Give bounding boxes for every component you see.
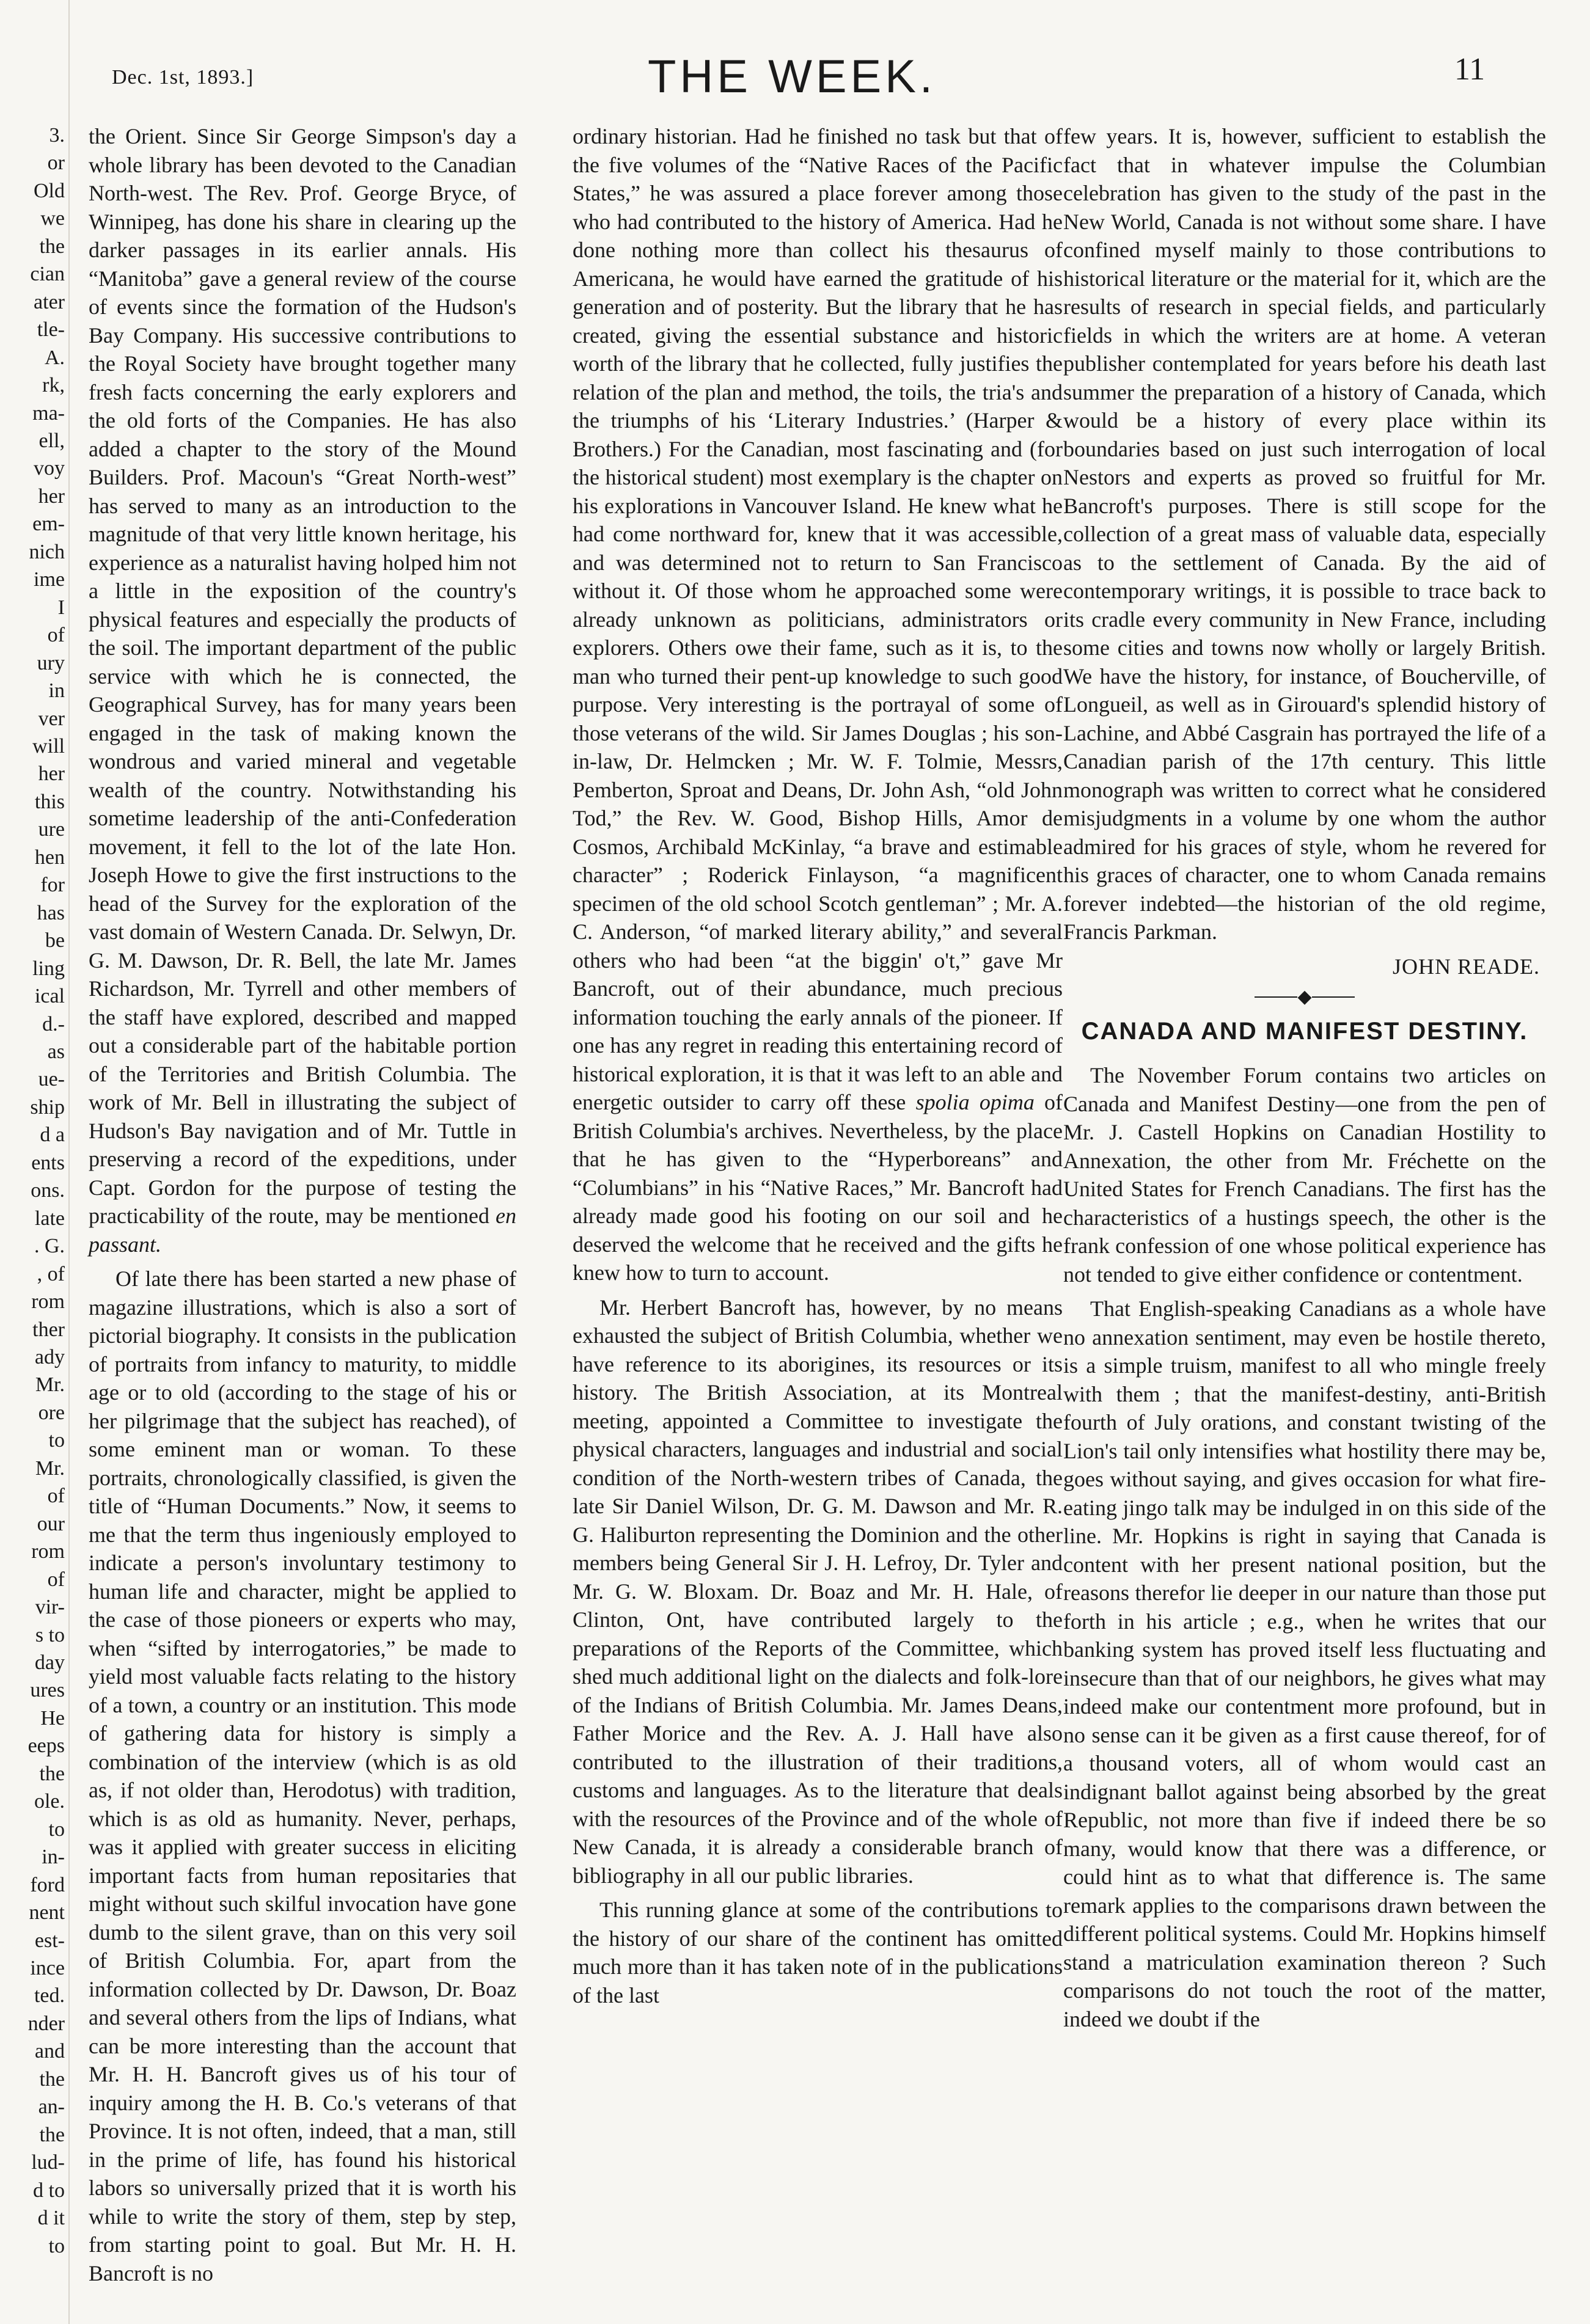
margin-fragment: for <box>40 874 65 897</box>
margin-fragment: ore <box>38 1401 65 1424</box>
margin-fragment: est- <box>34 1929 65 1952</box>
section-divider: ◆ <box>1253 987 1357 1006</box>
margin-fragment: to <box>48 1818 65 1841</box>
margin-fragment: I <box>57 596 65 619</box>
margin-fragment: ince <box>30 1957 65 1979</box>
paragraph: few years. It is, however, sufficient to establish the fact that in whatever impulse the Columbian celebration has given to the study of the past in the New World, Canada is not without some share. I have confined myself mainly to those contributions to historical literature or the material for it, which are the results of research in special fields, and particularly fields in which the writers are at home. A veteran publisher contemplated for years before his death last summer the preparation of a history of Canada, which would be a history of every place within its boundaries based on just such interrogation of local Nestors and experts as proved so fruitful for Mr. Bancroft's purposes. There is still scope for the collection of a great mass of valuable data, especially as to the settlement of Canada. By the aid of contemporary writings, it is possible to trace back to its cradle every community in New France, including some cities and towns now wholly or largely British. We have the history, for instance, of Boucherville, of Longueil, as well as in Girouard's splendid history of Lachine, and Abbé Casgrain has portrayed the life of a Canadian parish of the 17th century. This little monograph was written to correct what he considered misjudgments in a volume by one whom the author admired for his graces of style, whom he revered for his graces of character, one to whom Canada remains forever indebted—the historian of the old regime, Francis Parkman. <box>1063 124 1546 944</box>
margin-fragment: ical <box>34 985 65 1008</box>
section-heading: CANADA AND MANIFEST DESTINY. <box>1081 1018 1528 1045</box>
margin-fragment: ship <box>30 1095 65 1119</box>
margin-fragment: Mr. <box>35 1456 65 1480</box>
margin-fragment: of <box>47 1568 65 1591</box>
paragraph: The November Forum contains two articles on Canada and Manifest Destiny—one from the pen of Mr. J. Castell Hopkins on Canadian Hostility to Annexation, the other from Mr. Fréchette on the United States for French Canadians. The first has the characteristics of a hustings speech, the other is the frank confession of one whose political experience has not tended to give either confidence or contentment. <box>1063 1063 1546 1287</box>
margin-fragment: cian <box>30 263 65 286</box>
margin-fragment: ther <box>32 1318 65 1341</box>
column-3 <box>1063 122 1546 2039</box>
margin-fragment: d.- <box>42 1012 65 1036</box>
margin-fragment: ue- <box>38 1068 65 1091</box>
page-number: 11 <box>1454 52 1486 87</box>
margin-fragment: of <box>47 1485 65 1508</box>
margin-fragment: nich <box>29 540 65 563</box>
margin-fragment: ime <box>34 568 65 591</box>
margin-fragment: this <box>34 790 65 813</box>
column-2 <box>573 122 1063 2015</box>
issue-date: Dec. 1st, 1893.] <box>112 66 254 89</box>
margin-fragment: and <box>34 2040 65 2063</box>
margin-fragment: ater <box>34 290 65 313</box>
margin-fragment: the <box>39 235 65 258</box>
author-signature: JOHN READE. <box>1393 954 1540 979</box>
margin-fragment: tle- <box>37 318 65 342</box>
italic-phrase: spolia opima <box>915 1090 1035 1114</box>
margin-fragment: in <box>48 679 65 703</box>
margin-fragment: ma- <box>32 401 65 425</box>
margin-fragment: or <box>47 152 65 175</box>
paragraph: Mr. Herbert Bancroft has, however, by no means exhausted the subject of British Columbia, whether we have reference to its aborigines, its resources or its history. The British Association, at its Montreal meeting, appointed a Committee to investigate the physical characters, languages and industrial and social condition of the North-western tribes of Canada, the late Sir Daniel Wilson, Dr. G. M. Dawson and Mr. R. G. Haliburton representing the Dominion and the other members being General Sir J. H. Lefroy, Dr. Tyler and Mr. G. W. Bloxam. Dr. Boaz and Mr. H. Hale, of Clinton, Ont, have contributed largely to the preparations of the Reports of the Committee, which shed much additional light on the dialects and folk-lore of the Indians of British Columbia. Mr. James Deans, Father Morice and the Rev. A. J. Hall have also contributed to the illustration of their traditions, customs and languages. As to the literature that deals with the resources of the Province and of the whole of New Canada, it is already a considerable branch of bibliography in all our public libraries. <box>573 1295 1063 1888</box>
margin-fragment: d a <box>40 1124 65 1147</box>
margin-fragment: has <box>37 901 65 924</box>
margin-fragment: Old <box>34 179 65 202</box>
margin-fragment: s to <box>35 1623 65 1646</box>
margin-fragment: , of <box>37 1262 65 1285</box>
margin-fragment: day <box>34 1651 65 1674</box>
margin-fragment: lud- <box>31 2151 65 2174</box>
margin-fragment: hen <box>34 846 65 869</box>
margin-fragment: of <box>47 624 65 647</box>
paragraph-text: of British Columbia's archives. Nevertheless, by the place that he has given to the “Hyperboreans” and “Columbians” in his “Native Races,” Mr. Bancroft had already made good his footing on our soil and he deserved the welcome that he received and the gifts he knew how to turn to account. <box>573 1090 1063 1285</box>
margin-fragment: ady <box>34 1346 65 1368</box>
margin-fragment: be <box>45 929 65 952</box>
margin-fragment: eeps <box>27 1734 65 1758</box>
margin-fragment: rom <box>31 1540 65 1563</box>
paragraph <box>573 122 1063 1287</box>
margin-fragment: Mr. <box>35 1373 65 1397</box>
margin-fragment: will <box>32 735 65 758</box>
margin-fragment: vir- <box>35 1596 65 1619</box>
margin-fragment: to <box>48 1429 65 1452</box>
margin-fragment: ted. <box>34 1984 65 2008</box>
margin-fragment: . G. <box>34 1235 65 1258</box>
column-1 <box>89 122 516 2293</box>
adjacent-page-margin <box>0 0 70 2324</box>
margin-fragment: ury <box>37 651 65 674</box>
paragraph <box>89 122 516 1259</box>
margin-fragment: ver <box>38 707 65 730</box>
margin-fragment: ford <box>30 1873 65 1896</box>
margin-fragment: rom <box>31 1290 65 1314</box>
masthead-title: THE WEEK. <box>648 51 937 103</box>
margin-fragment: nder <box>27 2012 65 2035</box>
margin-fragment: her <box>38 484 65 508</box>
margin-fragment: 3. <box>49 124 65 147</box>
margin-fragment: the <box>39 2123 65 2146</box>
margin-fragment: d it <box>37 2207 65 2230</box>
margin-fragment: voy <box>34 457 65 480</box>
margin-fragment: ons. <box>31 1179 65 1202</box>
margin-fragment: late <box>34 1207 65 1230</box>
margin-fragment: ling <box>32 957 65 980</box>
margin-fragment: ure <box>38 818 65 841</box>
paragraph: That English-speaking Canadians as a whole have no annexation sentiment, may even be hostile thereto, is a simple truism, manifest to all who mingle freely with them ; that the manifest-destiny, anti-British fourth of July orations, and constant twisting of the Lion's tail only intensifies what hostility there may be, goes without saying, and gives occasion for what fire-eating jingo talk may be indulged in on this side of the line. Mr. Hopkins is right in saying that Canada is content with her present national position, but the reasons therefor lie deeper in our nature than those put forth in his article ; e.g., when he writes that our banking system has proved itself less fluctuating and insecure than that of our neighbors, he gives what may indeed make our contentment more profound, but in no sense can it be given as a first cause thereof, for of a thousand voters, all of whom would cast an indignant ballot against being absorbed by the great Republic, not more than five if indeed there be so many, would know that there was a difference, or could hint as to what that difference is. The same remark applies to the comparisons drawn between the different political systems. Could Mr. Hopkins himself stand a matriculation examination thereon ? Such comparisons do not touch the root of the matter, indeed we doubt if the <box>1063 1296 1546 2031</box>
paragraph: This running glance at some of the contributions to the history of our share of the continent has omitted much more than it has taken note of in the publications of the last <box>573 1898 1063 2008</box>
paragraph-text: ordinary historian. Had he finished no task but that of the five volumes of the “Native Races of the Pacific States,” he was assured a place forever among those who had contributed to the history of America. Had he done nothing more than collect his thesaurus of Americana, he would have earned the gratitude of his generation and of posterity. But the library that he has created, giving the essential substance and historic worth of the library that he collected, fully justifies the relation of the plan and method, the toils, the tria's and the triumphs of his ‘Literary Industries.’ (Harper & Brothers.) For the Canadian, most fascinating and (for the historical student) most exemplary is the chapter on his explorations in Vancouver Island. He knew what he had come northward for, knew that it was accessible, and was determined not to return to San Francisco without it. Of those whom he approached some were already unknown as politicians, administrators or explorers. Others owe their fame, such as it is, to the man who turned their pent-up knowledge to such good purpose. Very interesting is the portrayal of some of those veterans of the wild. Sir James Douglas ; his son-in-law, Dr. Helmcken ; Mr. W. F. Tolmie, Messrs, Pemberton, Sproat and Deans, Dr. John Ash, “old John Tod,” the Rev. W. Good, Bishop Hills, Amor de Cosmos, Archibald McKinlay, “a brave and estimable character” ; Roderick Finlayson, “a magnificent specimen of the old school Scotch gentleman” ; Mr. A. C. Anderson, “of marked literary ability,” and several others who had been “at the biggin' o't,” gave Mr Bancroft, out of their abundance, much precious information touching the early annals of the pioneer. If one has any regret in reading this entertaining record of historical exploration, it is that it was left to an able and energetic outsider to carry off these <box>573 124 1063 1114</box>
margin-fragment: nent <box>29 1901 65 1924</box>
paragraph: Of late there has been started a new phase of magazine illustrations, which is also a sort of pictorial biography. It consists in the publication of portraits from infancy to maturity, to middle age or to old (according to the stage of his or her pilgrimage that the subject has reached), of some eminent man or woman. To these portraits, chronologically classified, is given the title of “Human Documents.” Now, it seems to me that the term thus ingeniously employed to indicate a person's involuntary testimony to human life and character, might be applied to the case of those pioneers or experts who may, when “sifted by interrogatories,” be made to yield most valuable facts relating to the history of a town, a country or an institution. This mode of gathering data for history is simply a combination of the interview (which is as old as, if not older than, Herodotus) with tradition, which is as old as humanity. Never, perhaps, was it applied with greater success in eliciting important facts from human repositaries that might without such skilful invocation have gone dumb to the silent grave, than on this very soil of British Columbia. For, apart from the information collected by Dr. Dawson, Dr. Boaz and several others from the lips of Indians, what can be more interesting than the account that Mr. H. H. Bancroft gives us of his tour of inquiry among the H. B. Co.'s veterans of that Province. It is not often, indeed, that a man, still in the prime of life, has found his historical labors so universally prized that it is worth his while to write the story of them, step by step, from starting point to goal. But Mr. H. H. Bancroft is no <box>89 1266 516 2286</box>
margin-fragment: we <box>40 207 65 230</box>
margin-fragment: He <box>40 1706 65 1730</box>
margin-fragment: her <box>38 762 65 786</box>
margin-fragment: as <box>47 1040 65 1063</box>
margin-fragment: ell, <box>38 429 65 452</box>
margin-fragment: ures <box>30 1679 65 1702</box>
margin-fragment: the <box>39 2067 65 2091</box>
italic-phrase: en passant. <box>89 1204 517 1257</box>
margin-fragment: em- <box>32 513 65 536</box>
margin-fragment: our <box>37 1512 65 1535</box>
margin-fragment: rk, <box>42 374 65 397</box>
margin-fragment: d to <box>33 2179 65 2202</box>
margin-fragment: ole. <box>34 1790 65 1813</box>
paragraph-text: the Orient. Since Sir George Simpson's day a whole library has been devoted to the Canadian North-west. The Rev. Prof. George Bryce, of Winnipeg, has done his share in clearing up the darker passages in its earlier annals. His “Manitoba” gave a general review of the course of events since the formation of the Hudson's Bay Company. His successive contributions to the Royal Society have brought together many fresh facts concerning the early explorers and the old forts of the Companies. He has also added a chapter to the story of the Mound Builders. Prof. Macoun's “Great North-west” has served to many as an introduction to the magnitude of that very little known heritage, his experience as a naturalist having holped him not a little in the exposition of the country's physical features and especially the products of the soil. The important department of the public service with which he is connected, the Geographical Survey, has for many years been engaged in the task of making known the wondrous and varied mineral and vegetable wealth of the country. Notwithstanding his sometime leadership of the anti-Confederation movement, it fell to the lot of the late Hon. Joseph Howe to give the first instructions to the head of the Survey for the exploration of the vast domain of Western Canada. Dr. Selwyn, Dr. G. M. Dawson, Dr. R. Bell, the late Mr. James Richardson, Mr. Tyrrell and other members of the staff have explored, described and mapped out a considerable part of the habitable portion of the Territories and British Columbia. The work of Mr. Bell in illustrating the subject of Hudson's Bay navigation and of Mr. Tuttle in preserving a record of the expeditions, under Capt. Gordon for the purpose of testing the practicability of the route, may be mentioned <box>89 124 516 1228</box>
margin-fragment: A. <box>44 346 65 369</box>
margin-fragment: an- <box>38 2096 65 2119</box>
margin-fragment: to <box>48 2234 65 2257</box>
margin-fragment: the <box>39 1762 65 1785</box>
margin-fragment: ents <box>31 1151 65 1174</box>
margin-fragment: in- <box>42 1846 65 1869</box>
